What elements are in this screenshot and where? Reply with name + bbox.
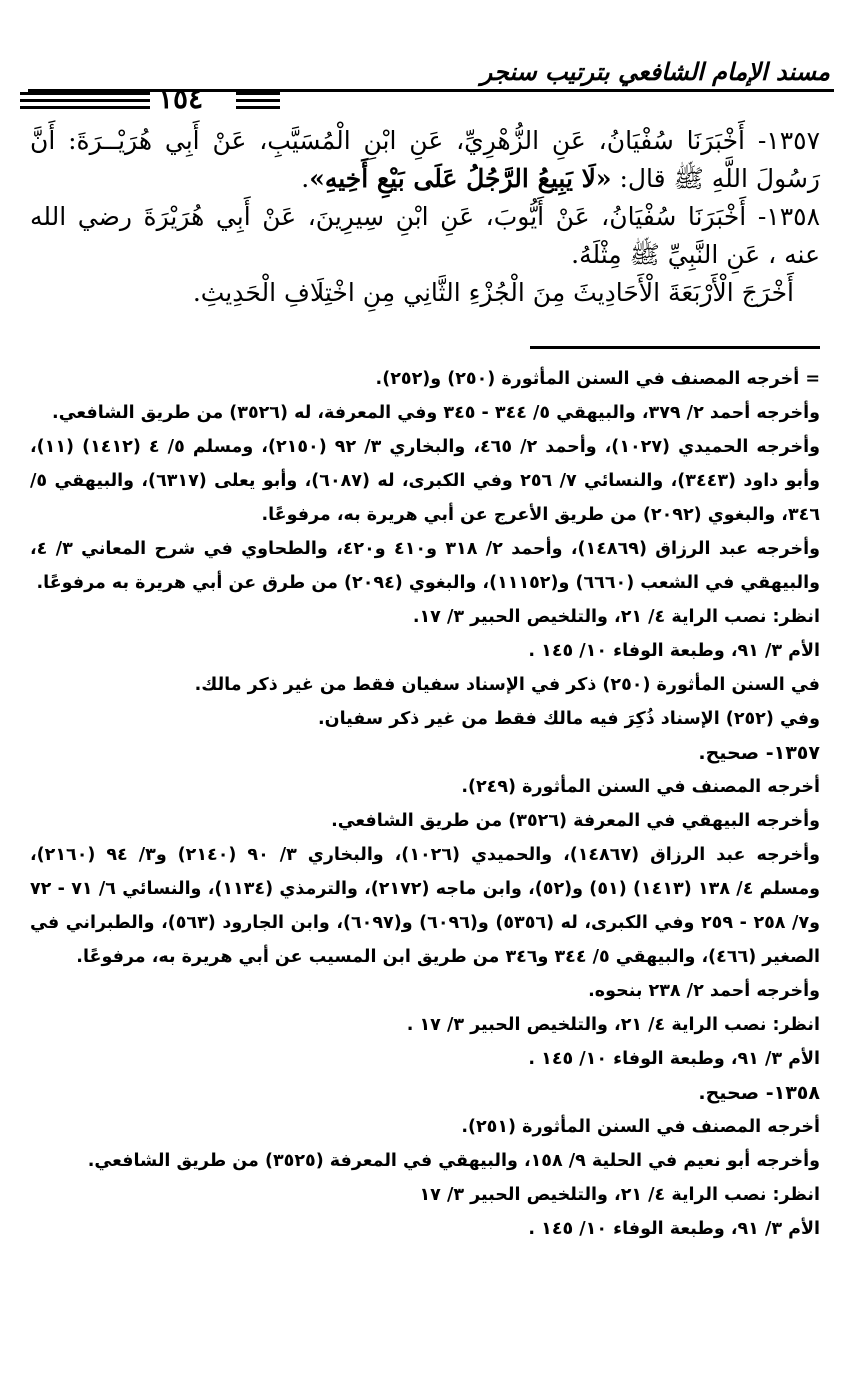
page-number-bar bbox=[20, 106, 150, 109]
footnote-line: وأخرجه البيهقي في المعرفة (٣٥٢٦) من طريق الشافعي. bbox=[331, 811, 820, 831]
hadith-1358 bbox=[30, 198, 820, 274]
footnote-line: انظر: نصب الراية ٤/ ٢١، والتلخيص الحبير ٣/ ١٧ . bbox=[406, 1015, 820, 1035]
page-number-bar bbox=[20, 92, 150, 95]
hadith-1357 bbox=[30, 122, 820, 198]
page-number-bars-right bbox=[236, 92, 280, 113]
footnote-line: وأخرجه أبو نعيم في الحلية ٩/ ١٥٨، والبيهقي في المعرفة (٣٥٢٥) من طريق الشافعي. bbox=[87, 1151, 820, 1171]
footnote-line: وأخرجه أحمد ٢/ ٣٧٩، والبيهقي ٥/ ٣٤٤ - ٣٤٥ وفي المعرفة، له (٣٥٢٦) من طريق الشافعي. bbox=[52, 403, 820, 423]
footnote-line: في السنن المأثورة (٢٥٠) ذكر في الإسناد سفيان فقط من غير ذكر مالك. bbox=[194, 675, 820, 695]
footnotes bbox=[30, 362, 820, 1246]
page-number-bar bbox=[20, 99, 150, 102]
page-number-bar bbox=[236, 99, 280, 102]
footnote-line: الأم ٣/ ٩١، وطبعة الوفاء ١٠/ ١٤٥ . bbox=[528, 1219, 820, 1239]
page-number-bars-left bbox=[20, 92, 150, 113]
footnote-line: وأخرجه عبد الرزاق (١٤٨٦٩)، وأحمد ٢/ ٣١٨ و٤١٠ و٤٢٠، والطحاوي في شرح المعاني ٣/ ٤، والبيهقي في الشعب (٦٦٦٠) و(١١١٥٢)، والبغوي (٢٠٩٤) من طرق عن أبي هريرة به مرفوعًا. bbox=[30, 539, 821, 593]
running-title: مسند الإمام الشافعي بترتيب سنجر bbox=[480, 57, 830, 86]
footnote-heading-1357: ١٣٥٧- صحيح. bbox=[698, 742, 820, 764]
page-number-block bbox=[20, 82, 280, 115]
closing-statement: أَخْرَجَ الْأَرْبَعَةَ الْأَحَادِيثَ مِنَ الْجُزْءِ الثَّانِي مِنِ اخْتِلَافِ الْحَدِيثِ. bbox=[192, 278, 794, 307]
footnote-separator bbox=[530, 346, 820, 349]
footnote-line: أخرجه المصنف في السنن المأثورة (٢٤٩). bbox=[461, 777, 820, 797]
page-number: ١٥٤ bbox=[158, 82, 204, 115]
footnote-line: وفي (٢٥٢) الإسناد ذُكِرَ فيه مالك فقط من غير ذكر سفيان. bbox=[318, 709, 820, 729]
hadith-text-block bbox=[30, 122, 820, 312]
hadith-1357-end: . bbox=[301, 164, 310, 193]
footnote-line: وأخرجه أحمد ٢/ ٢٣٨ بنحوه. bbox=[588, 981, 820, 1001]
footnote-line: انظر: نصب الراية ٤/ ٢١، والتلخيص الحبير ٣/ ١٧. bbox=[412, 607, 820, 627]
hadith-1357-chain: ١٣٥٧- أَخْبَرَنَا سُفْيَانُ، عَنِ الزُّهْرِيِّ، عَنِ ابْنِ الْمُسَيَّبِ، عَنْ أَبِي هُرَيْــرَةَ: أَنَّ رَسُولَ اللَّهِ ﷺ قال: bbox=[30, 126, 820, 193]
footnote-line: الأم ٣/ ٩١، وطبعة الوفاء ١٠/ ١٤٥ . bbox=[528, 1049, 820, 1069]
hadith-1357-quote: «لَا يَبِيعُ الرَّجُلُ عَلَى بَيْعِ أَخِيهِ» bbox=[309, 164, 612, 193]
footnote-line: الأم ٣/ ٩١، وطبعة الوفاء ١٠/ ١٤٥ . bbox=[528, 641, 820, 661]
page-number-bar bbox=[236, 106, 280, 109]
page-number-bar bbox=[236, 92, 280, 95]
footnote-heading-1358: ١٣٥٨- صحيح. bbox=[698, 1082, 820, 1104]
footnote-line: أخرجه المصنف في السنن المأثورة (٢٥١). bbox=[461, 1117, 820, 1137]
footnote-line: انظر: نصب الراية ٤/ ٢١، والتلخيص الحبير ٣/ ١٧ bbox=[419, 1185, 820, 1205]
footnote-line: وأخرجه الحميدي (١٠٢٧)، وأحمد ٢/ ٤٦٥، والبخاري ٣/ ٩٢ (٢١٥٠)، ومسلم ٥/ ٤ (١٤١٢) (١١)، وأبو داود (٣٤٤٣)، والنسائي ٧/ ٢٥٦ وفي الكبرى، له (٦٠٨٧)، وأبو يعلى (٦٣١٧)، والبيهقي ٥/ ٣٤٦، والبغوي (٢٠٩٢) من طريق الأعرج عن أبي هريرة به، مرفوعًا. bbox=[30, 437, 821, 525]
footnote-line: وأخرجه عبد الرزاق (١٤٨٦٧)، والحميدي (١٠٢٦)، والبخاري ٣/ ٩٠ (٢١٤٠) و٣/ ٩٤ (٢١٦٠)، ومسلم ٤/ ١٣٨ (١٤١٣) (٥١) و(٥٢)، وابن ماجه (٢١٧٢)، والترمذي (١١٣٤)، والنسائي ٦/ ٧١ - ٧٢ و٧/ ٢٥٨ - ٢٥٩ وفي الكبرى، له (٥٣٥٦) و(٦٠٩٦) و(٦٠٩٧)، وابن الجارود (٥٦٣)، والطبراني في الصغير (٤٦٦)، والبيهقي ٥/ ٣٤٤ و٣٤٦ من طريق ابن المسيب عن أبي هريرة به، مرفوعًا. bbox=[30, 845, 821, 967]
footnote-line: = أخرجه المصنف في السنن المأثورة (٢٥٠) و(٢٥٢). bbox=[375, 369, 820, 389]
hadith-1358-text: ١٣٥٨- أَخْبَرَنَا سُفْيَانُ، عَنْ أَيُّوبَ، عَنِ ابْنِ سِيرِينَ، عَنْ أَبِي هُرَيْرَةَ رضي الله عنه ، عَنِ النَّبِيِّ ﷺ مِثْلَهُ. bbox=[30, 202, 820, 269]
